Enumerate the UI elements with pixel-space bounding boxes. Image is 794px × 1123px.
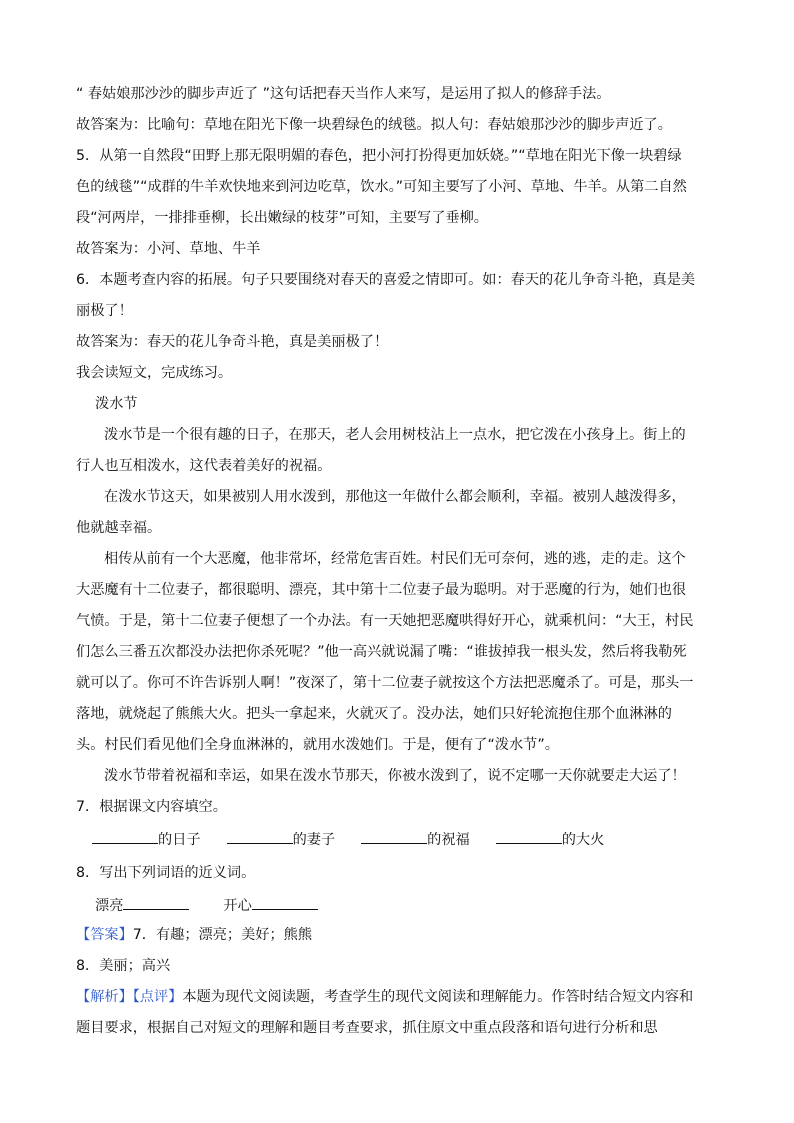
text-line: 就可以了。你可不许告诉别人啊！”夜深了，第十二位妻子就按这个方法把恶魔杀了。可是，那头一 [76,675,694,691]
text-line: 在泼水节这天，如果被别人用水泼到，那他这一年做什么都会顺利，幸福。被别人越泼得多， [104,489,686,505]
answer-text: 7．有趣；漂亮；美好；熊熊 [132,927,313,943]
text-line: 头。村民们看见他们全身血淋淋的，就用水泼她们。于是，便有了“泼水节”。 [76,737,559,753]
text-line: 大恶魔有十二位妻子，都很聪明、漂亮，其中第十二位妻子最为聪明。对于恶魔的行为，她们也很 [76,582,687,598]
text-line: 泼水节带着祝福和幸运，如果在泼水节那天，你被水泼到了，说不定哪一天你就要走大运了！ [104,768,686,784]
answer-blank[interactable] [92,828,158,844]
fill-blank-label: 的日子 [158,832,201,848]
text-line: 故答案为：小河、草地、牛羊 [76,241,261,257]
text-line: 我会读短文，完成练习。 [76,365,233,381]
text-line: 气愤。于是，第十二位妻子便想了一个办法。有一天她把恶魔哄得好开心，就乘机问：“大王，村民 [76,613,694,629]
text-line: 5．从第一自然段“田野上那无限明媚的春色，把小河打扮得更加妖娆。”“草地在阳光下像一块碧绿 [76,148,682,164]
question-8: 8．写出下列词语的近义词。 [76,865,256,881]
text-line: 落地，就烧起了熊熊大火。把头一拿起来，火就灭了。没办法，她们只好轮流抱住那个血淋淋的 [76,706,672,722]
text-line: “ 春姑娘那沙沙的脚步声近了 ”这句话把春天当作人来写，是运用了拟人的修辞手法。 [76,86,611,102]
text-line: 6．本题考查内容的拓展。句子只要围绕对春天的喜爱之情即可。如：春天的花儿争奇斗艳，真是美 [76,272,696,288]
answer-blank[interactable] [227,828,293,844]
answer-tag: 【答案】 [76,927,133,943]
answer-line [76,925,736,945]
text-line: 们怎么三番五次都没办法把你杀死呢？”他一高兴就说漏了嘴：“谁拔掉我一根头发，然后将我勒死 [76,644,687,660]
text-line: 故答案为：春天的花儿争奇斗艳，真是美丽极了！ [76,334,389,350]
synonym-word: 漂亮 [95,898,124,914]
synonym-item [95,894,189,916]
text-line: 他就越幸福。 [76,520,162,536]
fill-blank-label: 的祝福 [427,832,470,848]
fill-blank-label: 的妻子 [292,832,336,848]
answer-blank[interactable] [123,894,189,910]
text-line: 题目要求，根据自己对短文的理解和题目考查要求，抓住原文中重点段落和语句进行分析和思 [76,1020,658,1036]
comment-tag: 【点评】 [132,989,183,1005]
question-7: 7．根据课文内容填空。 [76,799,227,815]
text-line: 相传从前有一个大恶魔，他非常坏，经常危害百姓。村民们无可奈何，逃的逃，走的走。这个 [104,551,686,567]
text-line: 行人也互相泼水，这代表着美好的祝福。 [76,458,332,474]
text-line: 色的绒毯”“成群的牛羊欢快地来到河边吃草，饮水。”可知主要写了小河、草地、牛羊。从第二自然 [76,179,687,195]
fill-blank-item [361,828,470,850]
analysis-line [76,987,736,1007]
answer-blank[interactable] [361,828,427,844]
passage-title: 泼水节 [95,396,138,412]
answer-line: 8．美丽；高兴 [76,958,171,974]
text-line: 段“河两岸，一排排垂柳，长出嫩绿的枝芽”可知，主要写了垂柳。 [76,210,488,226]
text-line: 泼水节是一个很有趣的日子，在那天，老人会用树枝沾上一点水，把它泼在小孩身上。街上的 [104,427,686,443]
answer-blank[interactable] [496,828,562,844]
fill-blank-label: 的大火 [561,832,605,848]
answer-blank[interactable] [252,894,318,910]
text-line: 故答案为：比喻句：草地在阳光下像一块碧绿色的绒毯。拟人句：春姑娘那沙沙的脚步声近了。 [76,117,672,133]
fill-blank-item [92,828,201,850]
synonym-word: 开心 [223,898,252,914]
fill-blank-row [92,828,630,850]
fill-blank-item [496,828,605,850]
text-line: 丽极了！ [76,303,133,319]
synonym-row [95,894,344,916]
analysis-text: 本题为现代文阅读题，考查学生的现代文阅读和理解能力。作答时结合短文内容和 [182,989,694,1005]
analysis-tag: 【解析】 [76,989,133,1005]
fill-blank-item [227,828,336,850]
synonym-item [223,894,317,916]
